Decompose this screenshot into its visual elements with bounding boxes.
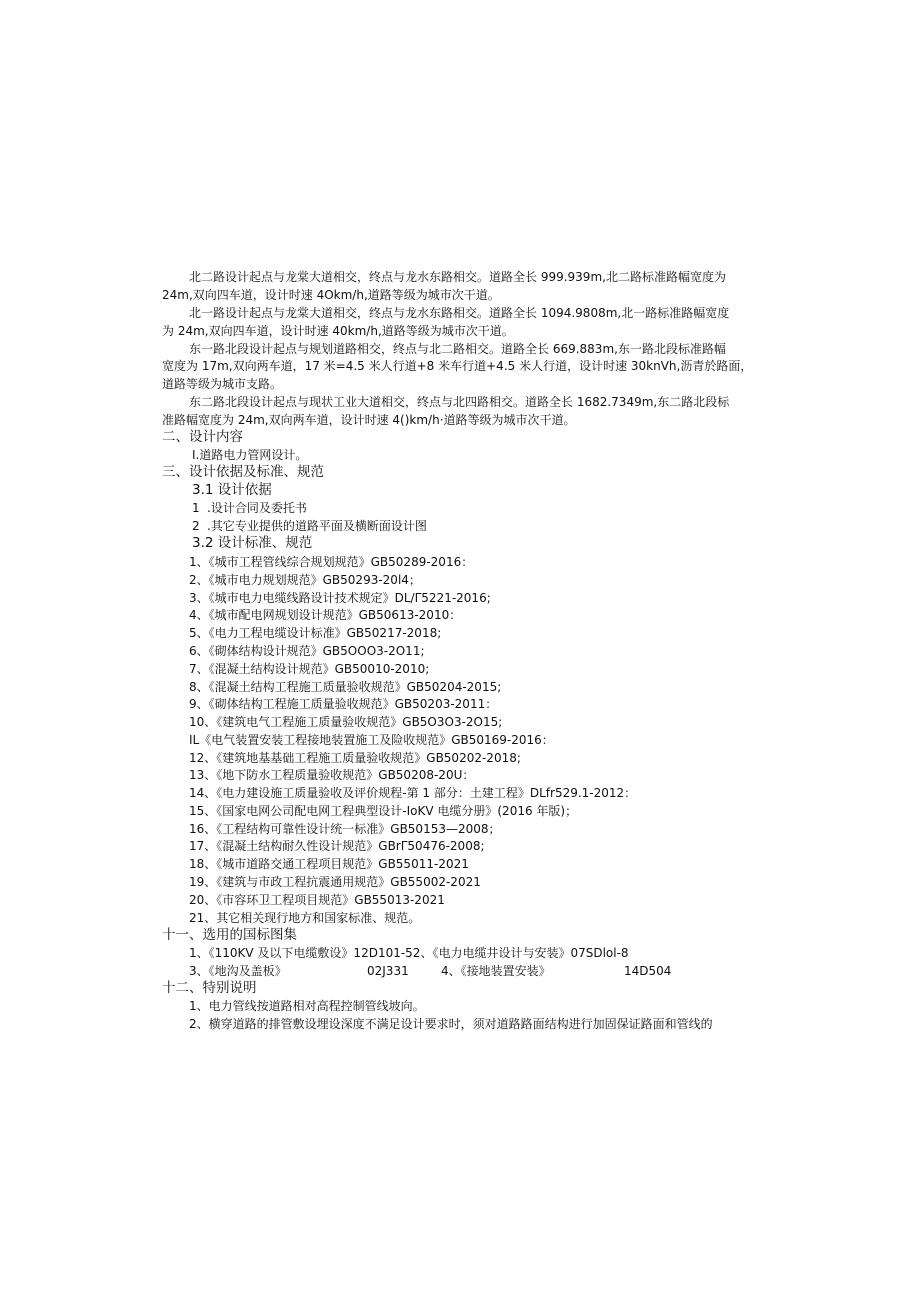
- basis-2-number: 2: [192, 519, 200, 533]
- note-item: 1、电力管线按道路相对高程控制管线坡向。: [189, 999, 425, 1013]
- standard-item: 13、《地下防水工程质量验收规范》GB50208-20U：: [189, 768, 475, 782]
- standard-item: IL《电气装置安装工程接地装置施工及险收规范》GB50169-2016：: [189, 733, 554, 747]
- standard-item: 5、《电力工程电缆设计标准》GB50217-2018;: [189, 626, 442, 640]
- atlas-4-name: 4、《接地装置安装》: [441, 964, 551, 978]
- standard-item: 14、《电力建设施工质量验收及评价规程-第 1 部分：土建工程》DLfr529.1-2012：: [189, 786, 637, 800]
- section-3-2-title: 3.2 设计标准、规范: [192, 535, 313, 551]
- atlas-4-code: 14D504: [624, 964, 672, 978]
- section-3-title: 三、设计依据及标准、规范: [162, 464, 324, 480]
- standard-item: 8、《混凝土结构工程施工质量验收规范》GB50204-2015;: [189, 680, 502, 694]
- section-2-item: I.道路电力管网设计。: [192, 448, 308, 462]
- standard-item: 1、《城市工程管线综合规划规范》GB50289-2016：: [189, 555, 474, 569]
- atlas-row-1: 1、《110KV 及以下电缆敷设》12D101-52、《电力电缆井设计与安装》07SDlol-8: [189, 946, 629, 960]
- standard-item: 6、《砌体结构设计规范》GB5OOO3-2O11;: [189, 644, 425, 658]
- paragraph-dong1-line1: 东一路北段设计起点与规划道路相交，终点与北二路相交。道路全长 669.883m,东一路北段标准路幅: [189, 342, 726, 356]
- standard-item: 17、《混凝土结构耐久性设计规范》GBrΓ50476-2008;: [189, 839, 485, 853]
- atlas-3-code: 02J331: [367, 964, 409, 978]
- standard-item: 10、《建筑电气工程施工质量验收规范》GB5O3O3-2O15;: [189, 715, 503, 729]
- paragraph-bei1-line1: 北一路设计起点与龙棠大道相交，终点与龙水东路相交。道路全长 1094.9808m,北一路标准路幅宽度: [189, 306, 730, 320]
- section-2-title: 二、设计内容: [162, 429, 243, 445]
- section-12-title: 十二、特别说明: [162, 980, 257, 996]
- section-11-title: 十一、选用的国标图集: [162, 927, 297, 943]
- standard-item: 15、《国家电网公司配电网工程典型设计-IoKV 电缆分册》(2016 年版)；: [189, 804, 578, 818]
- note-item: 2、横穿道路的排管敷设埋设深度不满足设计要求时，须对道路路面结构进行加固保证路面和管线的: [189, 1017, 713, 1031]
- paragraph-dong2-line1: 东二路北段设计起点与现状工业大道相交，终点与北四路相交。道路全长 1682.7349m,东二路北段标: [189, 395, 730, 409]
- basis-2-text: .其它专业提供的道路平面及横断面设计图: [207, 519, 427, 533]
- standard-item: 2、《城市电力规划规范》GB50293-20l4；: [189, 573, 421, 587]
- standard-item: 21、其它相关现行地方和国家标准、规范。: [189, 911, 421, 925]
- paragraph-bei1-line2: 为 24m,双向四车道，设计时速 40km/h,道路等级为城市次干道。: [162, 324, 514, 338]
- standard-item: 16、《工程结构可靠性设计统一标准》GB50153—2008；: [189, 822, 501, 836]
- standard-item: 12、《建筑地基基础工程施工质量验收规范》GB50202-2018;: [189, 751, 521, 765]
- paragraph-bei2-line1: 北二路设计起点与龙棠大道相交，终点与龙水东路相交。道路全长 999.939m,北二路标准路幅宽度为: [189, 270, 726, 284]
- standard-item: 3、《城市电力电缆线路设计技术规定》DL/Γ5221-2016;: [189, 591, 491, 605]
- standard-item: 19、《建筑与市政工程抗震通用规范》GB55002-2021: [189, 875, 481, 889]
- basis-1-number: 1: [192, 501, 200, 515]
- paragraph-dong1-line3: 道路等级为城市支路。: [162, 377, 283, 391]
- paragraph-dong2-line2: 准路幅宽度为 24m,双向两车道，设计时速 4()km/h·道路等级为城市次干道。: [162, 413, 576, 427]
- standard-item: 9、《砌体结构工程施工质量验收规范》GB50203-2011：: [189, 697, 498, 711]
- paragraph-dong1-line2: 宽度为 17m,双向两车道，17 米=4.5 米人行道+8 米车行道+4.5 米人行道，设计时速 30knVh,沥青於路面，: [162, 359, 753, 373]
- standard-item: 20、《市容环卫工程项目规范》GB55013-2021: [189, 893, 445, 907]
- standard-item: 4、《城市配电网规划设计规范》GB50613-2010：: [189, 608, 462, 622]
- basis-1-text: .设计合同及委托书: [207, 501, 307, 515]
- atlas-3-name: 3、《地沟及盖板》: [189, 964, 287, 978]
- paragraph-bei2-line2: 24m,双向四车道，设计时速 4Okm/h,道路等级为城市次干道。: [162, 288, 500, 302]
- section-3-1-title: 3.1 设计依据: [192, 482, 272, 498]
- standard-item: 18、《城市道路交通工程项目规范》GB55011-2021: [189, 857, 469, 871]
- standard-item: 7、《混凝土结构设计规范》GB50010-2010;: [189, 662, 430, 676]
